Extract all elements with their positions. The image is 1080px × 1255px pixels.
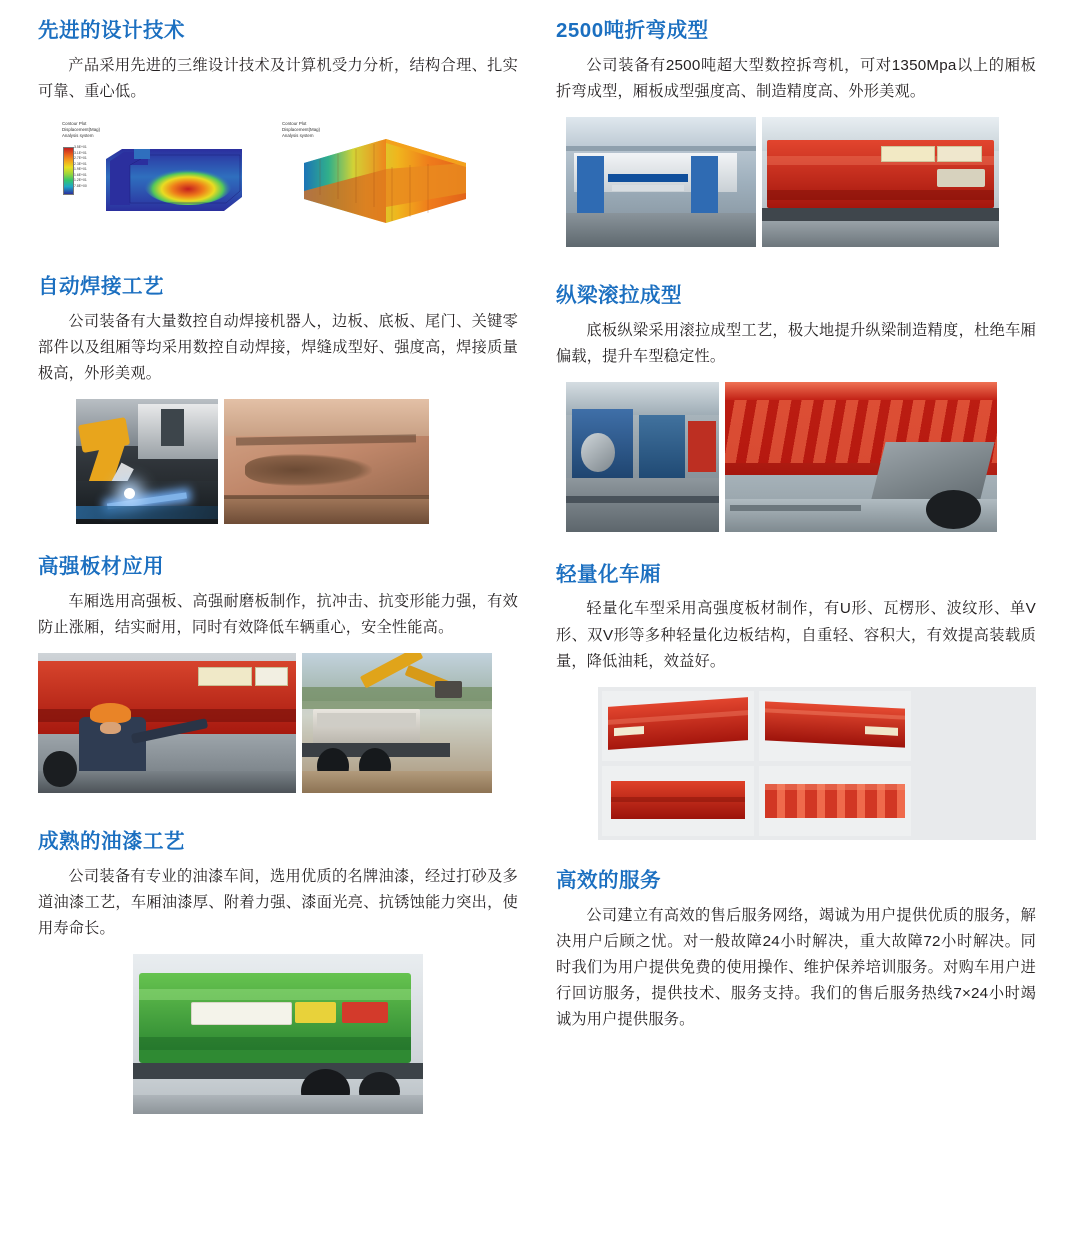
press-brake-photos bbox=[566, 117, 1036, 247]
welding-robot-photo bbox=[76, 399, 218, 524]
section-heading-high-strength: 高强板材应用 bbox=[38, 554, 164, 578]
section-body-paint: 公司装备有专业的油漆车间，选用优质的名牌油漆，经过打砂及多道油漆工艺，车厢油漆厚、附着力强、漆面光亮、抗锈蚀能力突出，使用寿命长。 bbox=[38, 867, 518, 937]
section-heading-design: 先进的设计技术 bbox=[38, 19, 185, 42]
section-press-brake bbox=[556, 18, 1036, 247]
roll-forming-photos bbox=[566, 382, 1036, 532]
section-welding bbox=[38, 274, 518, 524]
cnc-press-brake-photo bbox=[566, 117, 756, 247]
left-column bbox=[38, 18, 518, 1124]
lightweight-body-side-photo bbox=[759, 691, 911, 761]
fea-panel-2 bbox=[280, 119, 470, 239]
roll-forming-line-photo bbox=[566, 382, 719, 532]
weld-seam-closeup-photo bbox=[224, 399, 429, 524]
lightweight-body-photos bbox=[598, 687, 1036, 840]
fea-colorbar-1 bbox=[63, 147, 74, 195]
red-dump-body-photo bbox=[762, 117, 999, 247]
section-heading-roll-forming: 纵梁滚拉成型 bbox=[556, 283, 682, 307]
lightweight-body-panel-photo bbox=[759, 766, 911, 836]
underbody-longitudinal-beam-photo bbox=[725, 382, 997, 532]
lightweight-body-front-photo bbox=[602, 766, 754, 836]
section-lightweight bbox=[556, 562, 1036, 840]
section-body-press-brake: 公司装备有2500吨超大型数控拆弯机，可对1350Mpa以上的厢板折弯成型，厢板成型强度高、制造精度高、外形美观。 bbox=[556, 56, 1036, 100]
section-body-welding: 公司装备有大量数控自动焊接机器人，边板、底板、尾门、关键零部件以及组厢等均采用数控自动焊接，焊缝成型好、强度高，焊接质量极高，外形美观。 bbox=[38, 312, 518, 382]
fea-panel-2-label: Contour Plot Displacement(Mag) Analysis system bbox=[282, 121, 321, 139]
fea-panel-1 bbox=[60, 119, 250, 239]
fea-mesh-model-1 bbox=[104, 141, 244, 219]
section-service bbox=[556, 868, 1036, 1033]
lightweight-body-rear-photo bbox=[602, 691, 754, 761]
section-design bbox=[38, 18, 518, 242]
green-painted-dump-body-photo bbox=[133, 954, 423, 1114]
fea-mesh-model-2 bbox=[290, 133, 468, 227]
right-column bbox=[556, 18, 1036, 1124]
section-heading-service: 高效的服务 bbox=[556, 868, 661, 892]
section-roll-forming bbox=[556, 283, 1036, 532]
section-body-design: 产品采用先进的三维设计技术及计算机受力分析，结构合理、扎实可靠、重心低。 bbox=[38, 56, 518, 100]
section-body-roll-forming: 底板纵梁采用滚拉成型工艺，极大地提升纵梁制造精度，杜绝车厢偏载，提升车型稳定性。 bbox=[556, 321, 1036, 365]
green-painted-body-photo-figure bbox=[133, 954, 518, 1114]
section-heading-lightweight: 轻量化车厢 bbox=[556, 562, 661, 586]
fea-contour-figure bbox=[38, 117, 518, 242]
section-body-lightweight: 轻量化车型采用高强度板材制作，有U形、瓦楞形、波纹形、单V形、双V形等多种轻量化边板结构，自重轻、容积大，有效提高装载质量，降低油耗，效益好。 bbox=[556, 600, 1036, 670]
section-high-strength-plate bbox=[38, 554, 518, 793]
worker-inspecting-body-photo bbox=[38, 653, 296, 793]
section-heading-paint: 成熟的油漆工艺 bbox=[38, 829, 185, 853]
section-body-high-strength: 车厢选用高强板、高强耐磨板制作，抗冲击、抗变形能力强，有效防止涨厢，结实耐用，同时有效降低车辆重心，安全性能高。 bbox=[38, 592, 518, 636]
fea-panel-1-label: Contour Plot Displacement(Mag) Analysis system bbox=[62, 121, 101, 139]
section-heading-welding: 自动焊接工艺 bbox=[38, 274, 164, 298]
section-body-service: 公司建立有高效的售后服务网络，竭诚为用户提供优质的服务，解决用户后顾之忧。对一般故障24小时解决，重大故障72小时解决。同时我们为用户提供免费的使用操作、维护保养培训服务。对购车用户进行回访服务，提供技术、服务支持。我们的售后服务热线7×24小时竭诚为用户提供服务。 bbox=[556, 906, 1036, 1029]
section-heading-press-brake: 2500吨折弯成型 bbox=[556, 19, 709, 42]
welding-photos bbox=[76, 399, 518, 524]
section-paint bbox=[38, 829, 518, 1114]
excavator-loading-truck-photo bbox=[302, 653, 492, 793]
fea-colorbar-1-ticks: 3.5E+01 3.1E+01 2.7E+01 2.3E+01 1.9E+01 1.6E+01 1.2E+01 7.8E+00 bbox=[74, 145, 87, 188]
high-strength-photos bbox=[38, 653, 518, 793]
